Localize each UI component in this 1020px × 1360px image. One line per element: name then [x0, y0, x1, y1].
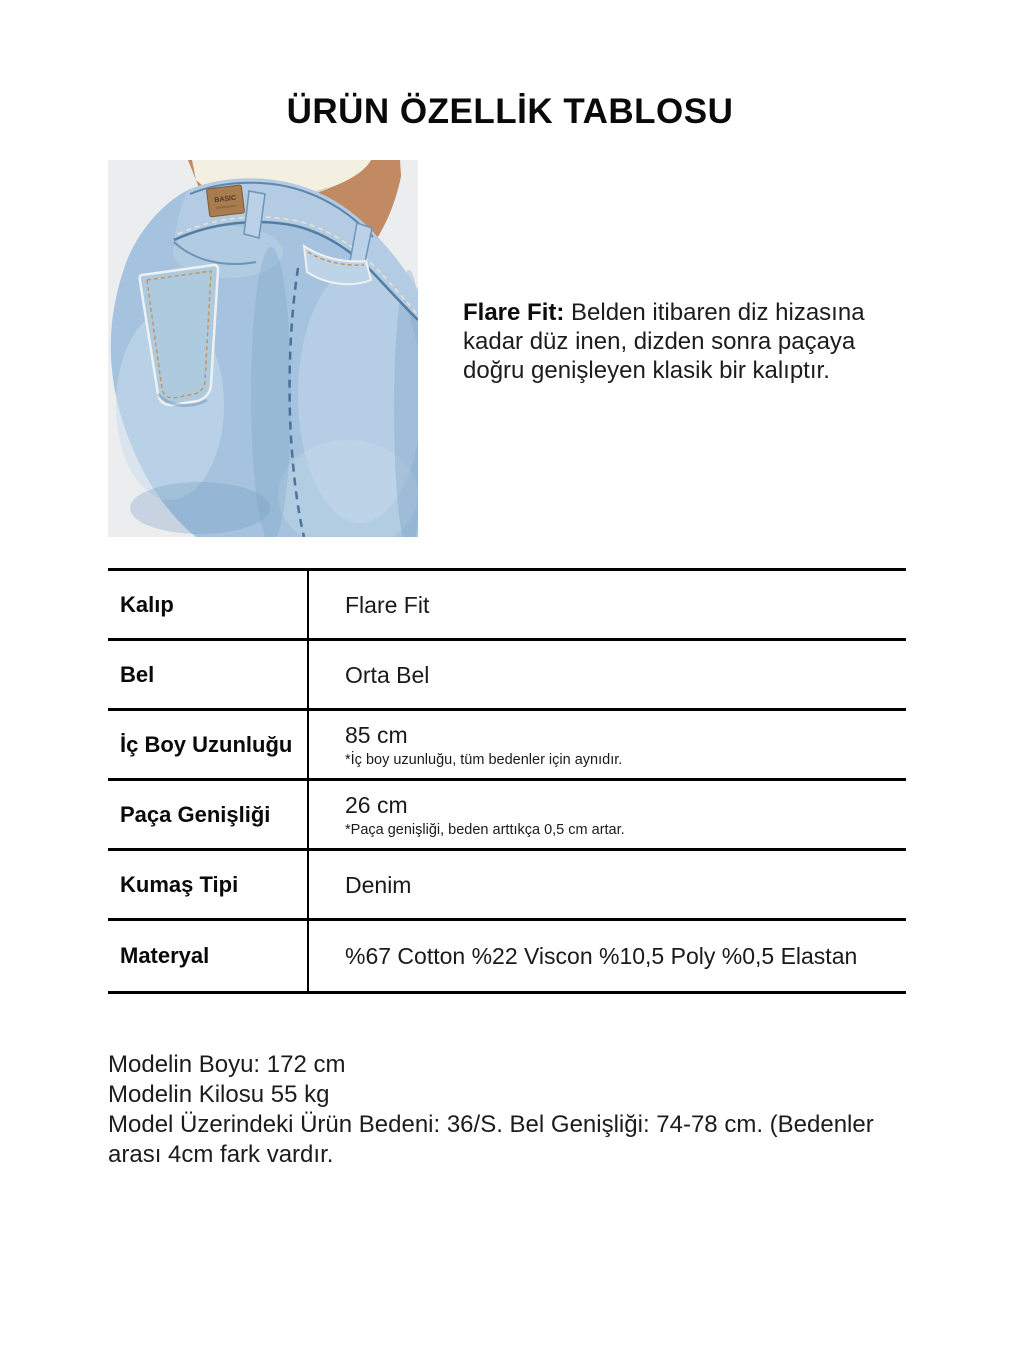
spec-table	[108, 568, 906, 994]
spec-value: Flare Fit	[345, 591, 430, 618]
spec-value: 85 cm	[345, 721, 408, 748]
spec-value: Orta Bel	[345, 661, 430, 688]
spec-row-materyal	[108, 921, 906, 994]
model-size-line-2: arası 4cm fark vardır.	[108, 1141, 334, 1168]
model-info	[108, 1050, 874, 1170]
product-photo	[108, 160, 418, 537]
jeans-photo-illustration	[108, 160, 418, 537]
spec-label: Kalıp	[108, 571, 309, 638]
page-title: ÜRÜN ÖZELLİK TABLOSU	[286, 92, 734, 131]
brand-patch	[206, 185, 244, 217]
spec-row-kumas	[108, 851, 906, 921]
spec-row-bel	[108, 641, 906, 711]
spec-value: %67 Cotton %22 Viscon %10,5 Poly %0,5 Elastan	[345, 943, 858, 969]
patch-label: BASIC	[214, 194, 237, 205]
model-weight: Modelin Kilosu 55 kg	[108, 1081, 330, 1108]
fit-description: Flare Fit: Belden itibaren diz hizasına kadar düz inen, dizden sonra paçaya doğru genişleyen klasik bir kalıptır.	[463, 299, 865, 384]
spec-value: 26 cm	[345, 791, 408, 818]
model-height: Modelin Boyu: 172 cm	[108, 1051, 346, 1078]
spec-label: Paça Genişliği	[108, 781, 309, 848]
spec-label: İç Boy Uzunluğu	[108, 711, 309, 778]
spec-label: Kumaş Tipi	[108, 851, 309, 918]
model-size-line-1: Model Üzerindeki Ürün Bedeni: 36/S. Bel Genişliği: 74-78 cm. (Bedenler	[108, 1111, 874, 1138]
spec-note: *İç boy uzunluğu, tüm bedenler için aynıdır.	[345, 751, 623, 768]
fit-name: Flare Fit:	[463, 299, 565, 326]
spec-label: Materyal	[108, 921, 309, 991]
spec-value: Denim	[345, 871, 412, 898]
spec-row-kalip	[108, 571, 906, 641]
spec-row-ic-boy	[108, 711, 906, 781]
spec-note: *Paça genişliği, beden arttıkça 0,5 cm artar.	[345, 821, 625, 838]
spec-row-paca	[108, 781, 906, 851]
spec-label: Bel	[108, 641, 309, 708]
